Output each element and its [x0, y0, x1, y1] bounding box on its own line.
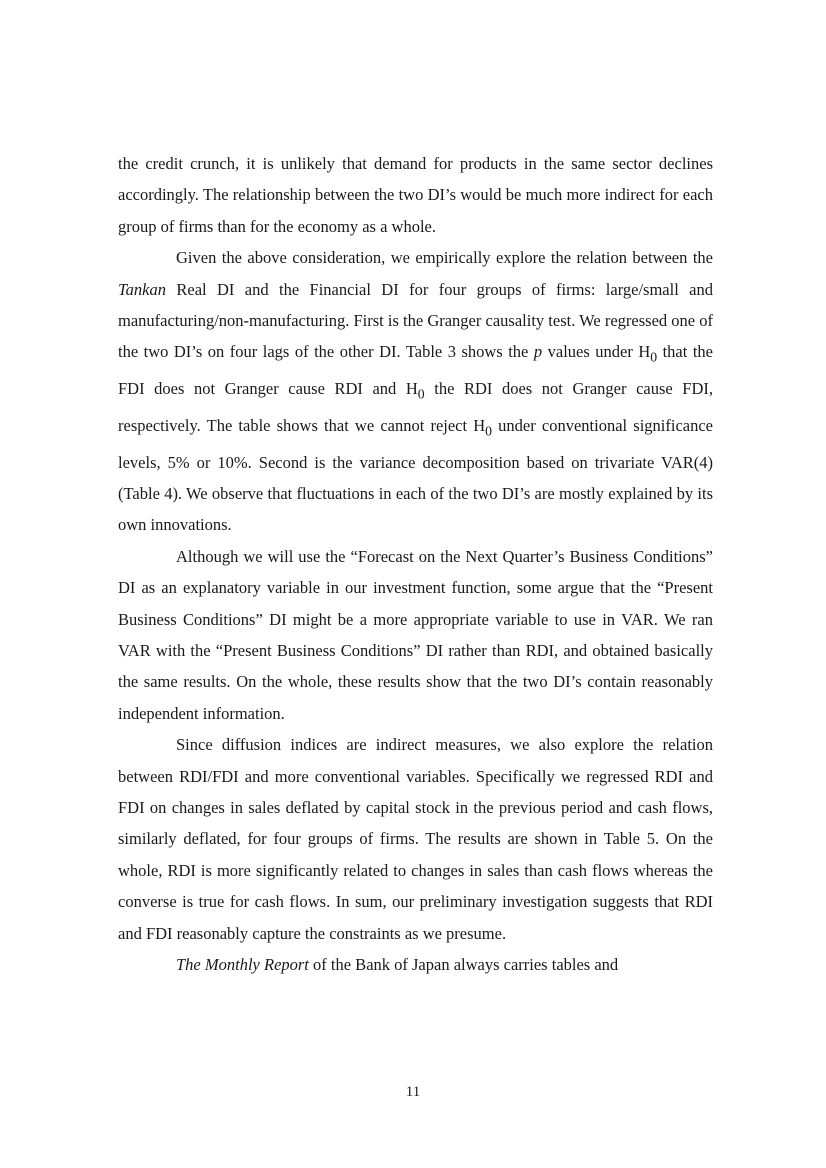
document-body — [118, 148, 713, 980]
paragraph-2-text-a: Given the above consideration, we empirically explore the relation between the — [176, 248, 713, 268]
paragraph-4 — [118, 729, 713, 949]
paragraph-2-text-k: under conventional significance levels, 5% or 10%. Second is the variance decomposition based on trivariate VAR(4) (Table 4). We observe that fluctuations in each of the two DI’s are mostly explained by its own innovations. — [118, 415, 713, 535]
tankan-term: Tankan — [118, 279, 166, 299]
page-number: 11 — [405, 1084, 421, 1100]
h0-subscript: 0 — [650, 349, 658, 365]
paragraph-2-text-i: the RDI does not Granger cause FDI, respectively. The table shows that we cannot reject H — [118, 379, 714, 435]
monthly-report-title: The Monthly Report — [176, 955, 309, 975]
paragraph-2-text-e: values under H — [542, 342, 651, 362]
h0-subscript: 0 — [417, 386, 425, 402]
paragraph-5-text: of the Bank of Japan always carries tables and — [308, 955, 619, 975]
h0-subscript: 0 — [485, 423, 493, 439]
paragraph-2-text-c: Real DI and the Financial DI for four groups of firms: large/small and manufacturing/non-manufacturing. First is the Granger causality test. We regressed one of the two DI’s on four lags of the other DI. Table 3 shows the — [118, 279, 713, 362]
paragraph-1-text: the credit crunch, it is unlikely that demand for products in the same sector declines accordingly. The relationship between the two DI’s would be much more indirect for each group of firms than for the economy as a whole. — [118, 154, 713, 236]
paragraph-3 — [118, 541, 713, 729]
paragraph-2 — [118, 242, 713, 541]
paragraph-1 — [118, 148, 713, 242]
paragraph-5 — [118, 949, 713, 980]
paragraph-3-text: Although we will use the “Forecast on the Next Quarter’s Business Conditions” DI as an explanatory variable in our investment function, some argue that the “Present Business Conditions” DI might be a more appropriate variable to use in VAR. We ran VAR with the “Present Business Conditions” DI rather than RDI, and obtained basically the same results. On the whole, these results show that the two DI’s contain reasonably independent information. — [118, 546, 713, 723]
paragraph-4-text: Since diffusion indices are indirect measures, we also explore the relation between RDI/FDI and more conventional variables. Specifically we regressed RDI and FDI on changes in sales deflated by capital stock in the previous period and cash flows, similarly deflated, for four groups of firms. The results are shown in Table 5. On the whole, RDI is more significantly related to changes in sales than cash flows whereas the converse is true for cash flows. In sum, our preliminary investigation suggests that RDI and FDI reasonably capture the constraints as we presume. — [118, 735, 713, 943]
p-value-symbol: p — [533, 342, 543, 362]
paragraph-2-text-g: that the FDI does not Granger cause RDI and H — [118, 342, 713, 399]
